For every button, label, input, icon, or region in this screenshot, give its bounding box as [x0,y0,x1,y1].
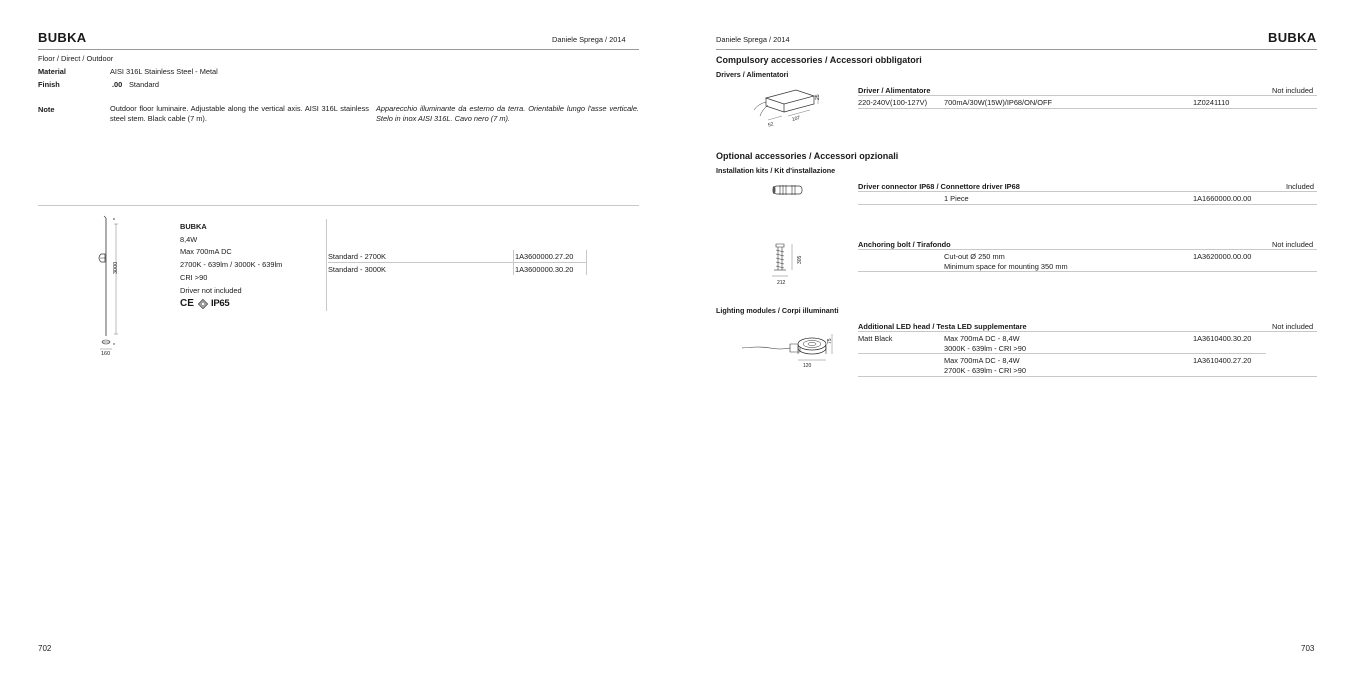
kits-subtitle: Installation kits / Kit d'installazione [716,166,836,175]
base-dimension: 160 [101,351,111,357]
led-head-status: Not included [1272,322,1314,331]
code-divider-end [586,250,587,275]
led-dim-height: 75 [827,338,833,344]
connector-header-rule [858,191,1317,192]
variant-label-2: Standard - 3000K [328,265,386,274]
product-lumen: 2700K - 639lm / 3000K - 639lm [180,260,283,269]
variant-rule-1 [328,262,586,263]
note-italian: Apparecchio illuminante da esterno da terra. Orientabile lungo l'asse verticale. Stelo in inox AISI 316L. Cavo nero (7 m). [376,104,639,123]
led-head-drawing [740,326,840,372]
drivers-subtitle: Drivers / Alimentatori [716,70,789,79]
driver-voltage: 220-240V(100-127V) [858,98,928,107]
driver-drawing [752,86,826,130]
led-head-header-rule [858,331,1317,332]
left-page-number: 702 [38,644,52,653]
bolt-status: Not included [1272,240,1314,249]
bolt-desc-2: Minimum space for mounting 350 mm [944,262,1068,271]
right-page-number: 703 [1301,644,1315,653]
finish-code: .00 [112,80,123,89]
led-row1-code: 1A3610400.30.20 [1193,334,1252,343]
variant-divider [326,219,327,311]
note-label: Note [38,105,55,114]
led-row2-line1: Max 700mA DC - 8,4W [944,356,1020,365]
connector-row-rule [858,204,1317,205]
bolt-code: 1A3620000.00.00 [1193,252,1252,261]
driver-dim-height: 25 [815,94,821,100]
bolt-desc-1: Cut-out Ø 250 mm [944,252,1005,261]
driver-code: 1Z0241110 [1193,98,1230,107]
height-dimension: 3000 [113,261,119,274]
left-designer: Daniele Sprega / 2014 [552,35,626,44]
driver-header: Driver / Alimentatore [858,86,931,95]
category: Floor / Direct / Outdoor [38,54,114,63]
code-divider [513,250,514,275]
variant-code-2: 1A3600000.30.20 [515,265,574,274]
led-row2-rule [858,376,1317,377]
right-page-title: BUBKA [1268,30,1317,45]
right-designer: Daniele Sprega / 2014 [716,35,790,44]
product-section-rule [38,205,639,206]
led-row1-rule [858,353,1266,354]
material-label: Material [38,67,66,76]
led-row2-code: 1A3610400.27.20 [1193,356,1252,365]
optional-title: Optional accessories / Accessori opzionali [716,151,899,161]
class-diamond-icon [198,299,208,309]
led-row1-line2: 3000K - 639lm - CRI >90 [944,344,1026,353]
bolt-header-rule [858,249,1317,250]
right-header-rule [716,49,1317,50]
variant-label-1: Standard - 2700K [328,252,386,261]
connector-drawing [770,182,806,198]
driver-status: Not included [1272,86,1314,95]
driver-dim-length: 107 [791,115,801,123]
finish-value: Standard [129,80,159,89]
ip-rating: IP65 [211,298,230,309]
led-dim-width: 120 [803,363,812,369]
connector-status: Included [1286,182,1314,191]
floor-lamp-drawing [92,214,132,360]
connector-desc: 1 Piece [944,194,969,203]
material-value: AISI 316L Stainless Steel - Metal [110,67,218,76]
driver-dim-width: 52 [767,121,775,129]
note-english: Outdoor floor luminaire. Adjustable along the vertical axis. AISI 316L stainless steel stem. Black cable (7 m). [110,104,369,123]
bolt-row-rule [858,271,1317,272]
driver-spec: 700mA/30W(15W)/IP68/ON/OFF [944,98,1053,107]
connector-header: Driver connector IP68 / Connettore driver IP68 [858,182,1020,191]
compulsory-title: Compulsory accessories / Accessori obbligatori [716,55,922,65]
driver-header-rule [858,95,1317,96]
product-cri: CRI >90 [180,273,208,282]
led-row1-line1: Max 700mA DC - 8,4W [944,334,1020,343]
product-name: BUBKA [180,222,207,231]
led-head-finish: Matt Black [858,334,893,343]
led-row2-line2: 2700K - 639lm - CRI >90 [944,366,1026,375]
bolt-header: Anchoring bolt / Tirafondo [858,240,951,249]
modules-subtitle: Lighting modules / Corpi illuminanti [716,306,839,315]
connector-code: 1A1660000.00.00 [1193,194,1252,203]
left-page-title: BUBKA [38,30,87,45]
led-head-header: Additional LED head / Testa LED supplementare [858,322,1027,331]
left-header-rule [38,49,639,50]
bolt-dim-width: 212 [777,280,786,286]
product-current: Max 700mA DC [180,247,232,256]
driver-row-rule [858,108,1317,109]
variant-code-1: 1A3600000.27.20 [515,252,574,261]
product-driver: Driver not included [180,286,242,295]
product-power: 8,4W [180,235,198,244]
bolt-dim-height: 305 [797,255,803,264]
finish-label: Finish [38,80,60,89]
ce-mark: CE [180,298,194,309]
